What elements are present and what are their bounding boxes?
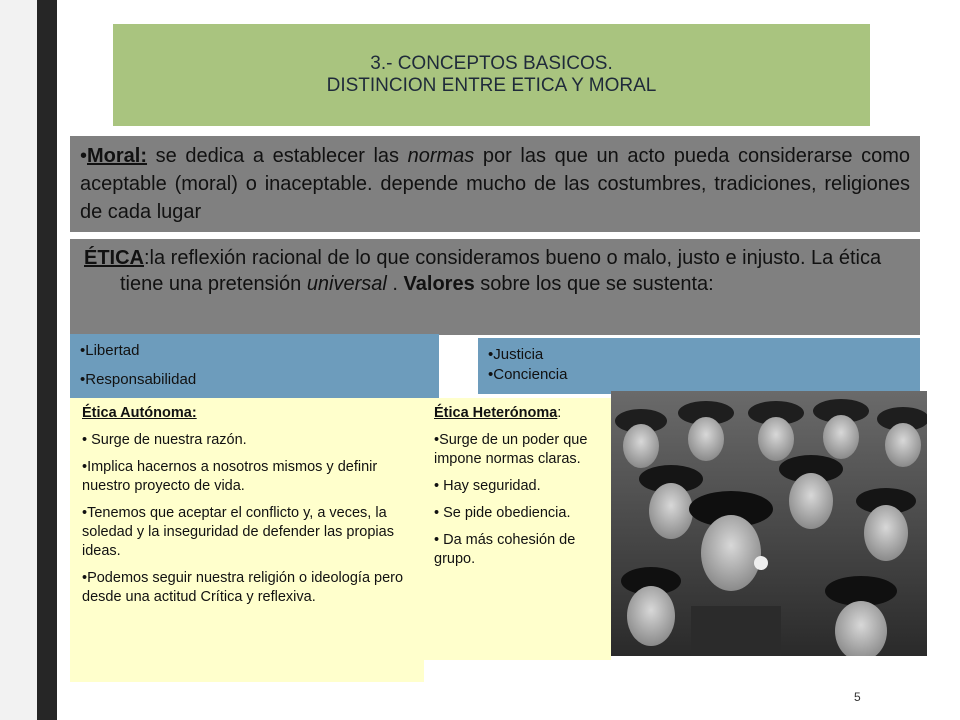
etica-heading: ÉTICA xyxy=(84,247,144,269)
heteronoma-colon: : xyxy=(557,405,562,421)
moral-definition-box xyxy=(70,136,920,232)
etica-text-c: sobre los que se sustenta: xyxy=(474,273,714,295)
value-item-justicia: •Justicia xyxy=(488,346,544,363)
moral-heading: Moral: xyxy=(87,145,148,167)
moral-bullet: • xyxy=(80,145,88,167)
moral-text-b: por las que un acto pueda considerarse como aceptable (moral) o inaceptable. depende mucho de las costumbres, tradiciones, religiones de cada lugar xyxy=(80,145,910,223)
values-right-box xyxy=(478,338,920,394)
moral-definition-text xyxy=(80,142,910,226)
value-item-responsabilidad: •Responsabilidad xyxy=(80,371,197,388)
heteronoma-item: • Se pide obediencia. xyxy=(434,505,571,521)
soldiers-photo xyxy=(611,391,927,656)
values-left-box xyxy=(70,334,439,400)
heteronoma-item: • Hay seguridad. xyxy=(434,478,541,494)
value-item-conciencia: •Conciencia xyxy=(488,366,568,383)
page-number: 5 xyxy=(854,690,861,704)
etica-text-a: :la reflexión racional de lo que consideramos bueno o malo, justo e injusto. La ética tiene una pretensión xyxy=(120,247,882,295)
moral-text-a: se dedica a establecer las xyxy=(147,145,408,167)
autonoma-item: • Surge de nuestra razón. xyxy=(82,432,247,448)
autonoma-item: •Podemos seguir nuestra religión o ideología pero desde una actitud Crítica y reflexiva. xyxy=(82,570,404,605)
autonoma-item: •Tenemos que aceptar el conflicto y, a veces, la soledad y la inseguridad de defender las propias ideas. xyxy=(82,505,394,559)
left-margin-bar xyxy=(0,0,37,720)
value-item-libertad: •Libertad xyxy=(80,342,140,359)
slide-title-line1: 3.- CONCEPTOS BASICOS. xyxy=(370,53,613,74)
etica-autonoma-heading: Ética Autónoma: xyxy=(82,405,197,421)
etica-universal: universal xyxy=(306,273,387,295)
etica-definition-box xyxy=(70,239,920,335)
left-accent-bar xyxy=(37,0,57,720)
etica-text-b: . xyxy=(386,273,404,295)
autonoma-item: •Implica hacernos a nosotros mismos y definir nuestro proyecto de vida. xyxy=(82,459,378,494)
etica-heteronoma-heading: Ética Heterónoma xyxy=(434,405,558,421)
etica-valores: Valores xyxy=(403,273,475,295)
etica-definition-text xyxy=(84,245,906,297)
slide-title-line2: DISTINCION ENTRE ETICA Y MORAL xyxy=(326,75,657,96)
slide-title-box xyxy=(113,24,870,126)
heteronoma-item: • Da más cohesión de grupo. xyxy=(434,532,576,567)
heteronoma-item: •Surge de un poder que impone normas claras. xyxy=(434,432,588,467)
moral-normas: normas xyxy=(407,145,475,167)
etica-autonoma-box xyxy=(70,398,424,682)
etica-heteronoma-box xyxy=(424,398,611,660)
etica-heteronoma-heading-line xyxy=(434,404,601,423)
